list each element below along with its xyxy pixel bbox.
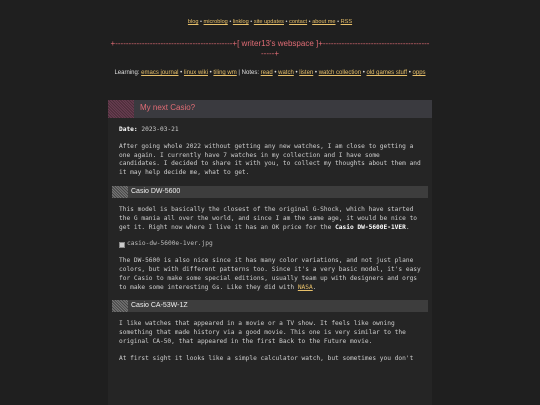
nav-separator: • [407, 70, 413, 76]
section-header-dw-5600 [112, 186, 428, 198]
top-navigation [0, 19, 540, 25]
section-pattern [112, 300, 128, 312]
nav-separator: • [313, 70, 319, 76]
ca53w-paragraph-1: I like watches that appeared in a movie or a TV show. It feels like owning something that made history via a good movie. This one is very similar to the original CA-50, that appeared in the first Back to the Future movie. [119, 320, 406, 345]
broken-image-icon [119, 242, 125, 248]
section-title: Casio CA-53W-1Z [131, 302, 188, 310]
image-alt-text: casio-dw-5600e-1ver.jpg [127, 240, 213, 248]
section-title: Casio DW-5600 [131, 187, 181, 195]
nav-separator: • [198, 19, 204, 25]
date-label: Date: [119, 126, 138, 133]
nav-separator: • [178, 70, 184, 76]
notes-link-listen[interactable]: listen [299, 70, 314, 76]
notes-link-watch-collection[interactable]: watch collection [318, 70, 362, 76]
text: This model is basically the closest of the original G-Shock, which have started the G mania all over the world, and since I am the same age, it would be nice to get it. Right now where I live it has an OK price for the [119, 205, 418, 231]
nasa-link[interactable]: NASA [297, 283, 313, 291]
learning-bar [100, 68, 440, 78]
nav-link-blog[interactable]: blog [187, 19, 199, 25]
text: The DW-5600 is also nice since it has many color variations, and not just plane colors, but with different patterns too. Since it's a very basic model, it's easy for Casio to make some special editions, usually team up with designers and orgs to make some interesting Gs. Like they did with [119, 257, 421, 291]
section-header-ca-53w [112, 300, 428, 312]
section-pattern [112, 186, 128, 198]
site-banner [100, 39, 440, 59]
learning-link-tiling-wm[interactable]: tiling wm [213, 70, 237, 76]
post-content [108, 126, 432, 364]
post-date [119, 126, 421, 135]
model-name: Casio DW-5600E-1VER [335, 223, 406, 231]
site-title: writer13's webspace [239, 39, 316, 48]
nav-separator: • [361, 70, 367, 76]
text: . [405, 223, 410, 231]
nav-separator: • [207, 70, 214, 76]
nav-separator: • [272, 70, 279, 76]
nav-link-about-me[interactable]: about me [312, 19, 336, 25]
notes-label: | Notes: [236, 70, 261, 76]
banner-under-line: -----+ [261, 49, 279, 58]
ca53w-paragraph-2: At first sight it looks like a simple calculator watch, but sometimes you don't [119, 354, 414, 362]
nav-separator: • [248, 19, 254, 25]
learning-link-emacs-journal[interactable]: emacs journal [141, 70, 179, 76]
nav-link-site-updates[interactable]: site updates [253, 19, 284, 25]
nav-separator: • [335, 19, 341, 25]
nav-separator: • [227, 19, 233, 25]
dw5600-paragraph-2 [119, 257, 421, 292]
notes-link-old-games-stuff[interactable]: old games stuff [366, 70, 408, 76]
learning-label: Learning: [114, 70, 142, 76]
notes-link-watch[interactable]: watch [278, 70, 294, 76]
nav-link-contact[interactable]: contact [289, 19, 308, 25]
header-pattern [108, 100, 134, 118]
nav-link-linklog[interactable]: linklog [232, 19, 249, 25]
nav-link-microblog[interactable]: microblog [203, 19, 228, 25]
post-article [108, 100, 432, 405]
date-value: 2023-03-21 [137, 126, 179, 133]
text: . [312, 283, 317, 291]
post-title: My next Casio? [140, 103, 196, 112]
nav-separator: • [293, 70, 300, 76]
nav-link-rss[interactable]: RSS [340, 19, 353, 25]
nav-separator: • [283, 19, 290, 25]
broken-image [119, 240, 421, 249]
dw5600-paragraph-1 [119, 206, 421, 232]
notes-link-read[interactable]: read [260, 70, 273, 76]
banner-right-line: ]+---------------------------------------- [316, 39, 430, 48]
post-header [108, 100, 432, 118]
learning-link-linux-wiki[interactable]: linux wiki [183, 70, 208, 76]
banner-left-line: +--------------------------------------------+[ [110, 39, 240, 48]
nav-separator: • [307, 19, 313, 25]
intro-paragraph: After going whole 2022 without getting any new watches, I am close to getting a one again. I currently have 7 watches in my collection and I have some candidates. I decided to share it with you, to collect my thoughts about them and it may help decide me, what to get. [119, 142, 421, 177]
notes-link-opps[interactable]: opps [412, 70, 426, 76]
